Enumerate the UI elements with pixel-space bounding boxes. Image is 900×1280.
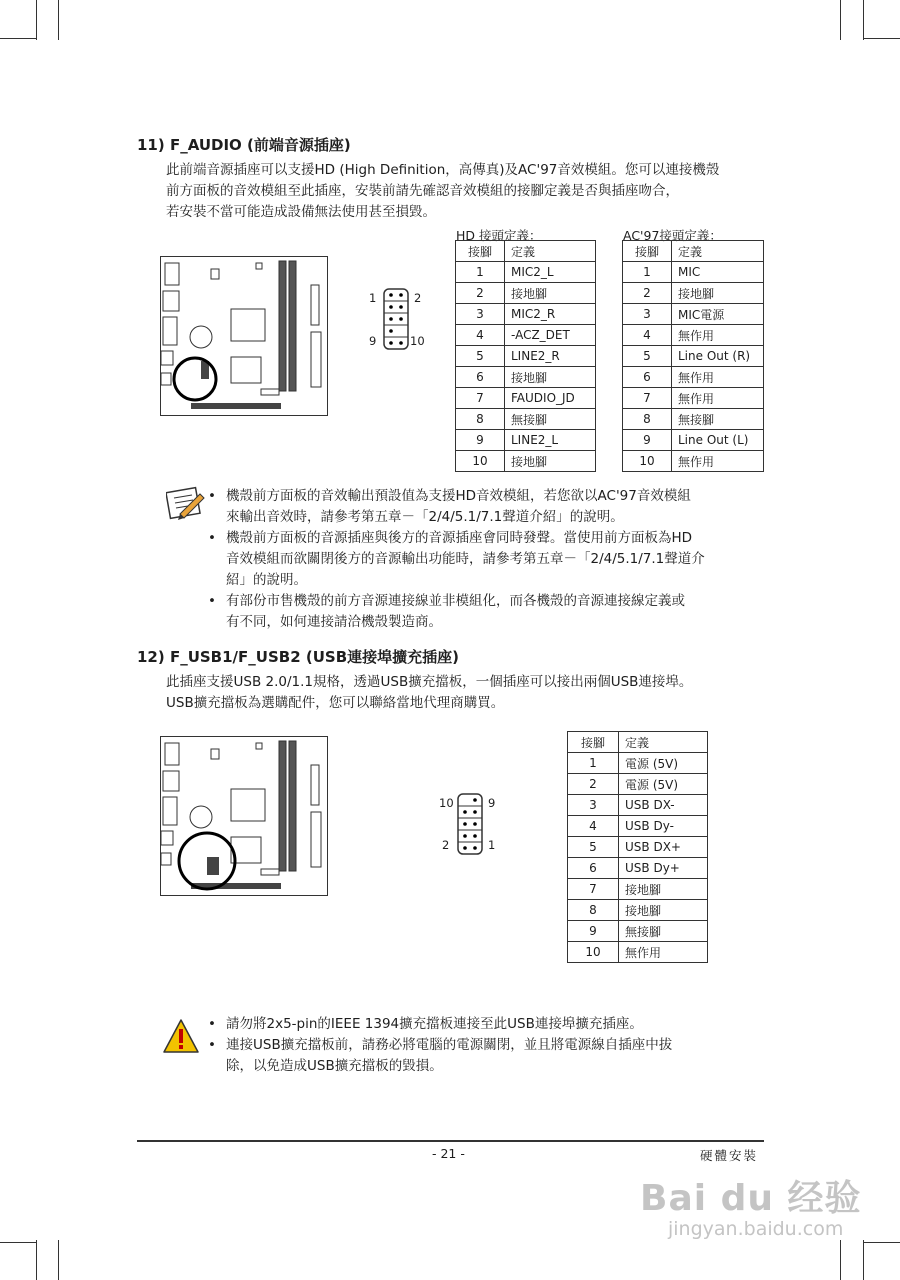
crop-mark	[863, 1240, 864, 1280]
usb-pin-table	[567, 731, 708, 963]
table-row	[568, 753, 708, 774]
warning-list	[206, 1014, 672, 1077]
pin-label-bottom-left: 2	[442, 838, 450, 852]
table-row	[568, 942, 708, 963]
list-item	[206, 528, 705, 591]
table-header-cell: 定義	[505, 241, 596, 262]
crop-mark	[58, 0, 59, 40]
pin-definition: 無作用	[672, 451, 764, 472]
hd-pin-table	[455, 240, 596, 472]
table-row	[456, 451, 596, 472]
usb-header-pins-icon	[457, 793, 483, 855]
pin-label-top-left: 10	[439, 796, 454, 810]
pin-definition: MIC2_L	[505, 262, 596, 283]
list-item-line: 音效模組而欲關閉後方的音源輸出功能時，請參考第五章－「2/4/5.1/7.1聲道介	[226, 551, 705, 567]
pin-number: 10	[456, 451, 505, 472]
pin-definition: 電源 (5V)	[619, 753, 708, 774]
pin-definition: MIC2_R	[505, 304, 596, 325]
pin-definition: 接地腳	[672, 283, 764, 304]
pin-definition: FAUDIO_JD	[505, 388, 596, 409]
table-row	[623, 388, 764, 409]
pin-definition: 電源 (5V)	[619, 774, 708, 795]
list-item-line: 紹」的說明。	[226, 572, 307, 588]
pin-number: 10	[623, 451, 672, 472]
pin-definition: 無作用	[619, 942, 708, 963]
pin-definition: USB Dy+	[619, 858, 708, 879]
section-12-intro	[166, 672, 692, 714]
audio-header-pins-icon	[383, 288, 409, 350]
table-header-cell: 定義	[619, 732, 708, 753]
pin-definition: 無接腳	[505, 409, 596, 430]
pin-number: 1	[568, 753, 619, 774]
pin-definition: LINE2_L	[505, 430, 596, 451]
pin-definition: USB Dy-	[619, 816, 708, 837]
list-item-line: • 連接USB擴充擋板前，請務必將電腦的電源關閉，並且將電源線自插座中拔	[226, 1037, 673, 1053]
motherboard-diagram	[160, 256, 328, 416]
table-row	[623, 304, 764, 325]
pin-label-bottom-left: 9	[369, 334, 377, 348]
pin-definition: 無作用	[672, 388, 764, 409]
ac97-table-caption: AC'97接頭定義：	[623, 228, 722, 243]
crop-mark	[58, 1240, 59, 1280]
table-row	[456, 409, 596, 430]
table-row	[456, 283, 596, 304]
pin-definition: 無作用	[672, 325, 764, 346]
table-row	[623, 346, 764, 367]
pin-definition: 接地腳	[619, 879, 708, 900]
crop-mark	[840, 1240, 841, 1280]
intro-line: 前方面板的音效模組至此插座，安裝前請先確認音效模組的接腳定義是否與插座吻合，	[166, 183, 679, 199]
pin-number: 7	[568, 879, 619, 900]
table-row	[568, 858, 708, 879]
pin-definition: 無接腳	[619, 921, 708, 942]
pin-number: 7	[623, 388, 672, 409]
pin-definition: USB DX+	[619, 837, 708, 858]
pin-number: 8	[623, 409, 672, 430]
crop-mark	[36, 1240, 37, 1280]
table-row	[568, 774, 708, 795]
pin-definition: MIC電源	[672, 304, 764, 325]
section-11-heading: 11) F_AUDIO (前端音源插座)	[137, 136, 351, 154]
pin-number: 3	[456, 304, 505, 325]
table-row	[568, 837, 708, 858]
pin-definition: Line Out (L)	[672, 430, 764, 451]
table-row	[623, 283, 764, 304]
table-header-row	[623, 241, 764, 262]
table-header-cell: 接腳	[623, 241, 672, 262]
crop-mark	[864, 1242, 900, 1243]
pin-number: 8	[456, 409, 505, 430]
table-header-cell: 接腳	[568, 732, 619, 753]
watermark-url: jingyan.baidu.com	[668, 1218, 844, 1240]
list-item	[206, 1035, 672, 1077]
intro-line: USB擴充擋板為選購配件，您可以聯絡當地代理商購買。	[166, 695, 505, 711]
table-row	[623, 325, 764, 346]
table-row	[623, 262, 764, 283]
pin-number: 1	[623, 262, 672, 283]
pin-number: 5	[623, 346, 672, 367]
crop-mark	[0, 38, 36, 39]
table-row	[456, 388, 596, 409]
pin-definition: USB DX-	[619, 795, 708, 816]
pin-number: 6	[456, 367, 505, 388]
pin-number: 2	[568, 774, 619, 795]
table-row	[456, 325, 596, 346]
table-row	[623, 367, 764, 388]
pin-label-bottom-right: 1	[488, 838, 496, 852]
intro-line: 此插座支援USB 2.0/1.1規格，透過USB擴充擋板，一個插座可以接出兩個USB連接埠。	[166, 674, 693, 690]
list-item-line: • 有部份市售機殼的前方音源連接線並非模組化，而各機殼的音源連接線定義或	[226, 593, 685, 609]
footer-rule	[137, 1140, 764, 1142]
pin-number: 9	[623, 430, 672, 451]
pin-number: 6	[568, 858, 619, 879]
pin-number: 6	[623, 367, 672, 388]
pin-number: 2	[456, 283, 505, 304]
intro-line: 若安裝不當可能造成設備無法使用甚至損毀。	[166, 204, 436, 220]
table-row	[568, 795, 708, 816]
chapter-title: 硬體安裝	[700, 1148, 759, 1163]
pin-number: 10	[568, 942, 619, 963]
note-list	[206, 486, 705, 633]
pin-number: 3	[623, 304, 672, 325]
page-number: - 21 -	[432, 1146, 465, 1161]
motherboard-drawing	[161, 737, 327, 895]
table-row	[568, 879, 708, 900]
list-item	[206, 486, 705, 528]
table-header-row	[456, 241, 596, 262]
list-item	[206, 591, 705, 633]
watermark-logo: Bai du 经验	[640, 1178, 862, 1219]
pin-number: 3	[568, 795, 619, 816]
pin-definition: 接地腳	[505, 367, 596, 388]
pin-definition: -ACZ_DET	[505, 325, 596, 346]
section-11-intro	[166, 160, 719, 223]
crop-mark	[0, 1242, 36, 1243]
pin-number: 9	[568, 921, 619, 942]
pin-definition: Line Out (R)	[672, 346, 764, 367]
table-row	[623, 430, 764, 451]
intro-line: 此前端音源插座可以支援HD (High Definition，高傳真)及AC'97音效模組。您可以連接機殼	[166, 162, 720, 178]
pin-label-top-right: 2	[414, 291, 422, 305]
table-header-cell: 定義	[672, 241, 764, 262]
motherboard-drawing	[161, 257, 327, 415]
pin-definition: 無接腳	[672, 409, 764, 430]
crop-mark	[840, 0, 841, 40]
pin-definition: MIC	[672, 262, 764, 283]
list-item-line: • 機殼前方面板的音效輸出預設值為支援HD音效模組，若您欲以AC'97音效模組	[226, 488, 691, 504]
table-row	[456, 430, 596, 451]
table-row	[623, 409, 764, 430]
table-row	[568, 900, 708, 921]
hd-table-caption: HD 接頭定義：	[456, 228, 542, 243]
pin-label-bottom-right: 10	[410, 334, 425, 348]
crop-mark	[863, 0, 864, 40]
table-row	[568, 816, 708, 837]
pin-number: 1	[456, 262, 505, 283]
pin-definition: 接地腳	[505, 451, 596, 472]
pin-label-top-right: 9	[488, 796, 496, 810]
list-item-line: 有不同，如何連接請洽機殼製造商。	[226, 614, 442, 630]
table-row	[456, 262, 596, 283]
warning-icon	[162, 1018, 200, 1054]
list-item-line: 來輸出音效時，請參考第五章－「2/4/5.1/7.1聲道介紹」的說明。	[226, 509, 624, 525]
motherboard-diagram	[160, 736, 328, 896]
pin-number: 5	[456, 346, 505, 367]
note-pencil-icon	[166, 486, 206, 520]
table-row	[456, 367, 596, 388]
pin-definition: LINE2_R	[505, 346, 596, 367]
pin-definition: 接地腳	[505, 283, 596, 304]
pin-number: 4	[456, 325, 505, 346]
pin-definition: 無作用	[672, 367, 764, 388]
section-12-heading: 12) F_USB1/F_USB2 (USB連接埠擴充插座)	[137, 648, 459, 666]
pin-number: 4	[568, 816, 619, 837]
table-header-cell: 接腳	[456, 241, 505, 262]
pin-label-top-left: 1	[369, 291, 377, 305]
table-row	[456, 346, 596, 367]
table-row	[456, 304, 596, 325]
pin-number: 2	[623, 283, 672, 304]
pin-number: 4	[623, 325, 672, 346]
pin-number: 5	[568, 837, 619, 858]
ac97-pin-table	[622, 240, 764, 472]
table-row	[623, 451, 764, 472]
crop-mark	[864, 38, 900, 39]
table-row	[568, 921, 708, 942]
pin-definition: 接地腳	[619, 900, 708, 921]
crop-mark	[36, 0, 37, 40]
pin-number: 8	[568, 900, 619, 921]
table-header-row	[568, 732, 708, 753]
list-item-line: • 請勿將2x5-pin的IEEE 1394擴充擋板連接至此USB連接埠擴充插座。	[226, 1016, 643, 1032]
list-item-line: 除，以免造成USB擴充擋板的毀損。	[226, 1058, 443, 1074]
pin-number: 9	[456, 430, 505, 451]
list-item	[206, 1014, 672, 1035]
list-item-line: • 機殼前方面板的音源插座與後方的音源插座會同時發聲。當使用前方面板為HD	[226, 530, 693, 546]
pin-number: 7	[456, 388, 505, 409]
